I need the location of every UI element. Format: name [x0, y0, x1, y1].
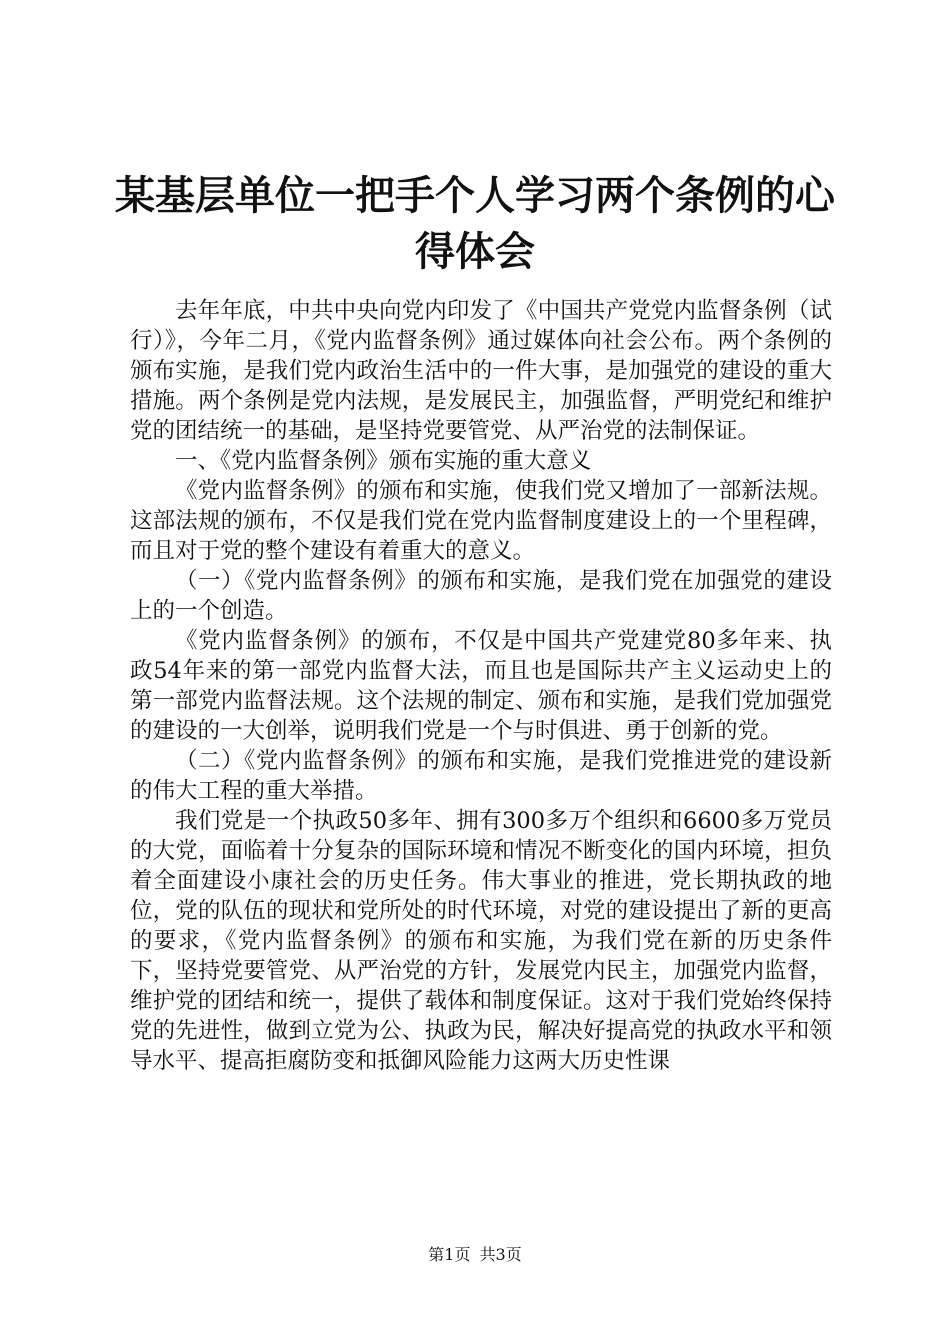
paragraph-measures: 我们党是一个执政50多年、拥有300多万个组织和6600多万党员的大党，面临着十分复杂的国际环境和情况不断变化的国内环境，担负着全面建设小康社会的历史任务。伟大事业的推进，党长期执政的地位，党的队伍的现状和党所处的时代环境，对党的建设提出了新的更高的要求，《党内监督条例》的颁布和实施，为我们党在新的历史条件下，坚持党要管党、从严治党的方针，发展党内民主，加强党内监督，维护党的团结和统一，提供了载体和制度保证。这对于我们党始终保持党的先进性，做到立党为公、执政为民，解决好提高党的执政水平和领导水平、提高拒腐防变和抵御风险能力这两大历史性课 — [130, 808, 832, 1074]
subsection-heading-2: （二）《党内监督条例》的颁布和实施，是我们党推进党的建设新的伟大工程的重大举措。 — [130, 748, 832, 804]
paragraph-creation: 《党内监督条例》的颁布，不仅是中国共产党建党80多年来、执政54年来的第一部党内监督大法，而且也是国际共产主义运动史上的第一部党内监督法规。这个法规的制定、颁布和实施，是我们党加强党的建设的一大创举，说明我们党是一个与时俱进、勇于创新的党。 — [130, 628, 832, 744]
document-title: 某基层单位一把手个人学习两个条例的心得体会 — [115, 172, 835, 275]
section-heading-1: 一、《党内监督条例》颁布实施的重大意义 — [175, 448, 592, 474]
page-number-total: 共3页 — [479, 1245, 522, 1264]
document-body — [130, 296, 832, 1076]
paragraph-significance: 《党内监督条例》的颁布和实施，使我们党又增加了一部新法规。这部法规的颁布，不仅是我们党在党内监督制度建设上的一个里程碑，而且对于党的整个建设有着重大的意义。 — [130, 478, 832, 564]
page-number-current: 第1页 — [428, 1245, 471, 1264]
paragraph-intro: 去年年底，中共中央向党内印发了《中国共产党党内监督条例（试行）》，今年二月，《党内监督条例》通过媒体向社会公布。两个条例的颁布实施，是我们党内政治生活中的一件大事，是加强党的建设的重大措施。两个条例是党内法规，是发展民主，加强监督，严明党纪和维护党的团结统一的基础，是坚持党要管党、从严治党的法制保证。 — [130, 298, 832, 444]
subsection-heading-1: （一）《党内监督条例》的颁布和实施，是我们党在加强党的建设上的一个创造。 — [130, 568, 832, 624]
page-footer — [0, 1245, 950, 1265]
